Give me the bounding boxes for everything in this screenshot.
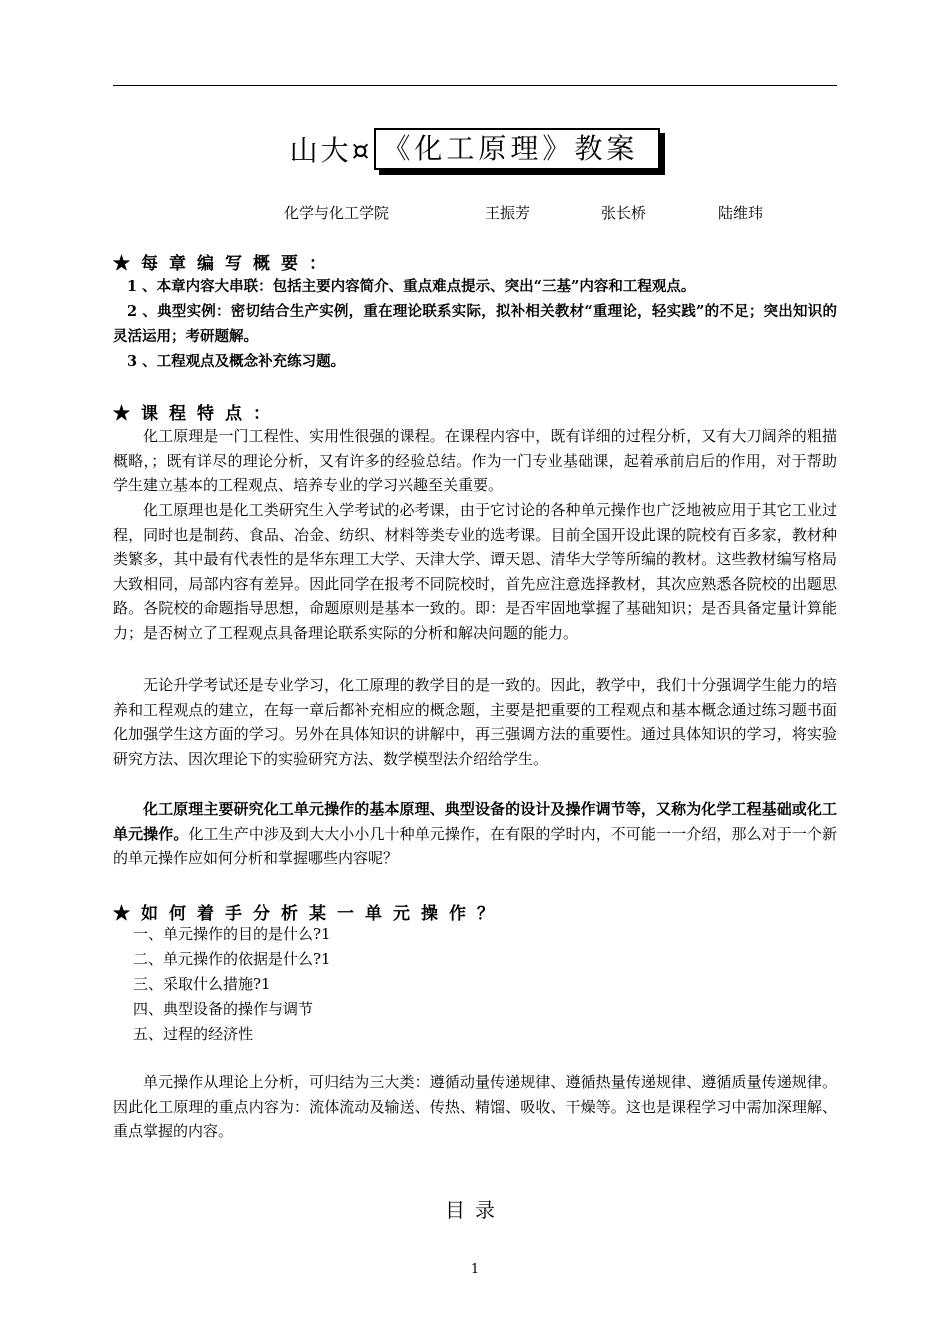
document-title: [0, 128, 950, 170]
bold-statement: 化工原理主要研究化工单元操作的基本原理、典型设备的设计及操作调节等，又称为化学工程基础或化工单元操作。: [113, 800, 837, 843]
list-item: 四、典型设备的操作与调节: [133, 1000, 314, 1018]
school-name: 化学与化工学院: [284, 204, 390, 222]
paragraph-text: 化工生产中涉及到大大小小几十种单元操作，在有限的学时内，不可能一一介绍，那么对于一个新的单元操作应如何分析和掌握哪些内容呢？: [113, 824, 837, 867]
overview-list: [113, 274, 837, 374]
author-name: 张长桥: [601, 204, 647, 222]
features-paragraph: 无论升学考试还是专业学习，化工原理的教学目的是一致的。因此，教学中，我们十分强调学生能力的培养和工程观点的建立，在每一章后都补充相应的概念题，主要是把重要的工程观点和基本概念通过练习题书面化加强学生这方面的学习。另外在具体知识的讲解中，再三强调方法的重要性。通过具体知识的学习，将实验研究方法、因次理论下的实验研究方法、数学模型法介绍给学生。: [113, 676, 837, 768]
features-paragraph: 化工原理是一门工程性、实用性很强的课程。在课程内容中，既有详细的过程分析，又有大刀阔斧的粗描概略，；既有详尽的理论分析，又有许多的经验总结。作为一门专业基础课，起着承前启后的作用，对于帮助学生建立基本的工程观点、培养专业的学习兴趣至关重要。: [113, 427, 837, 494]
analysis-list: [133, 922, 331, 1047]
list-item: 二、单元操作的依据是什么?1: [133, 950, 331, 968]
section-heading-overview: ★每章编写概要：: [113, 254, 337, 274]
section-heading-features: ★课程特点：: [113, 404, 281, 424]
author-name: 陆维玮: [718, 204, 764, 222]
title-box: 《化工原理》教案: [374, 128, 660, 170]
list-item: 一、单元操作的目的是什么?1: [133, 925, 331, 943]
author-name: 王振芳: [485, 204, 531, 222]
section-heading-analysis: ★如何着手分析某一单元操作？: [113, 904, 505, 924]
list-item: 3 、工程观点及概念补充练习题。: [127, 353, 346, 370]
title-prefix: 山大¤: [289, 134, 373, 167]
features-paragraph: 化工原理也是化工类研究生入学考试的必考课，由于它讨论的各种单元操作也广泛地被应用于其它工业过程，同时也是制药、食品、冶金、纺织、材料等类专业的选考课。目前全国开设此课的院校有百多家，教材种类繁多，其中最有代表性的是华东理工大学、天津大学、谭天恩、清华大学等所编的教材。这些教材编写格局大致相同，局部内容有差异。因此同学在报考不同院校时，首先应注意选择教材，其次应熟悉各院校的出题思路。各院校的命题指导思想，命题原则是基本一致的。即：是否牢固地掌握了基础知识；是否具备定量计算能力；是否树立了工程观点具备理论联系实际的分析和解决问题的能力。: [113, 501, 837, 642]
header-rule: [113, 85, 837, 86]
list-item: 三、采取什么措施?1: [133, 975, 271, 993]
page-number: 1: [470, 1262, 480, 1277]
list-item: 五、过程的经济性: [133, 1025, 254, 1043]
features-paragraph: [113, 797, 837, 871]
summary-paragraph: 单元操作从理论上分析，可归结为三大类：遵循动量传递规律、遵循热量传递规律、遵循质量传递规律。因此化工原理的重点内容为：流体流动及输送、传热、精馏、吸收、干燥等。这也是课程学习中需加深理解、重点掌握的内容。: [113, 1073, 837, 1140]
toc-heading: 目录: [445, 1198, 505, 1222]
list-item: 2 、典型实例：密切结合生产实例，重在理论联系实际，拟补相关教材“重理论，轻实践”的不足；突出知识的灵活运用；考研题解。: [113, 303, 837, 345]
list-item: 1 、本章内容大串联：包括主要内容简介、重点难点提示、突出“三基”内容和工程观点。: [127, 278, 696, 295]
